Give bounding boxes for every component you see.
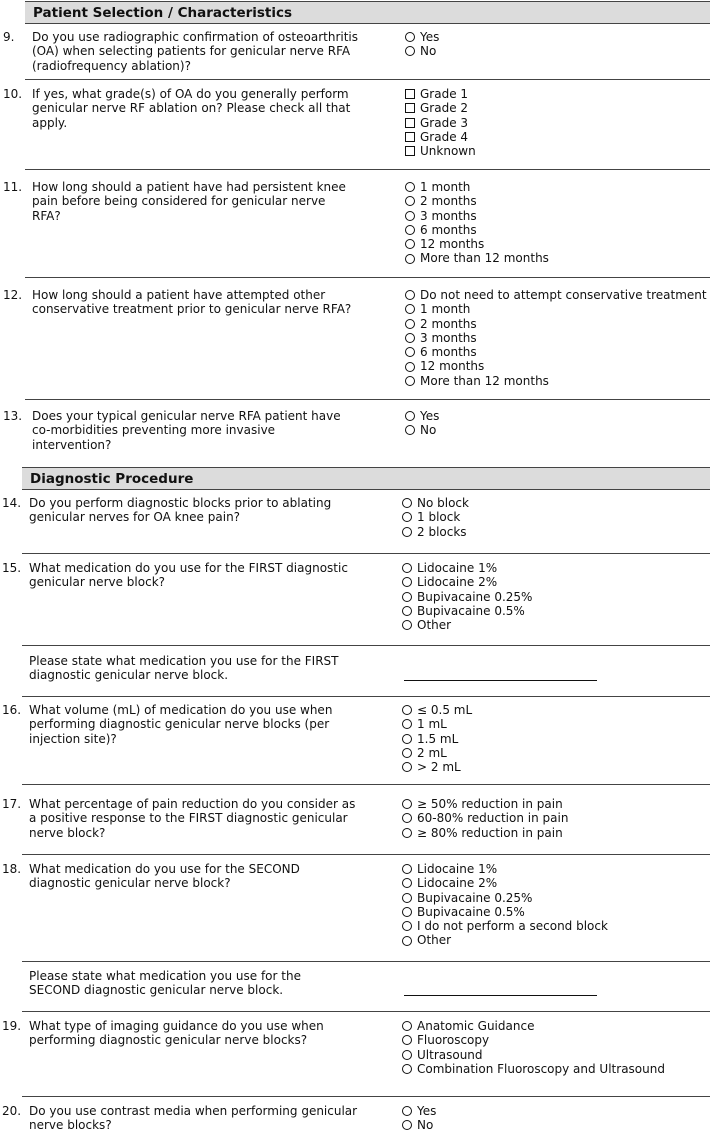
radio-option[interactable] xyxy=(402,891,608,905)
radio-option[interactable] xyxy=(405,237,549,251)
radio-option[interactable] xyxy=(405,302,707,316)
radio-button-icon[interactable] xyxy=(402,828,412,838)
radio-button-icon[interactable] xyxy=(402,878,412,888)
radio-button-icon[interactable] xyxy=(402,512,412,522)
option-label: 2 blocks xyxy=(417,524,467,539)
radio-option[interactable] xyxy=(402,604,532,618)
option-label: Fluoroscopy xyxy=(417,1033,490,1048)
radio-button-icon[interactable] xyxy=(402,1035,412,1045)
checkbox-option[interactable] xyxy=(405,144,476,158)
radio-option[interactable] xyxy=(402,496,469,510)
question-11 xyxy=(3,180,710,278)
radio-option[interactable] xyxy=(402,760,472,774)
option-label: 1 month xyxy=(420,180,471,194)
radio-option[interactable] xyxy=(402,826,568,840)
option-label: Lidocaine 2% xyxy=(417,876,498,891)
radio-button-icon[interactable] xyxy=(405,196,415,206)
question-9 xyxy=(3,30,710,80)
radio-button-icon[interactable] xyxy=(405,182,415,192)
radio-option[interactable] xyxy=(405,180,549,194)
option-label: Grade 4 xyxy=(420,129,469,144)
option-label: No block xyxy=(417,496,469,510)
question-text: Do you perform diagnostic blocks prior to ablating genicular nerves for OA knee pain? xyxy=(29,496,332,525)
radio-button-icon[interactable] xyxy=(405,333,415,343)
radio-button-icon[interactable] xyxy=(402,1120,412,1130)
radio-option[interactable] xyxy=(405,374,707,388)
question-16 xyxy=(2,703,710,785)
radio-option[interactable] xyxy=(402,933,608,947)
radio-group xyxy=(402,496,469,539)
option-label: Other xyxy=(417,933,452,948)
question-text: How long should a patient have attempted other conservative treatment prior to genicular nerve RFA? xyxy=(32,288,352,317)
option-label: Yes xyxy=(420,30,440,44)
question-number: 16. xyxy=(2,703,22,717)
radio-button-icon[interactable] xyxy=(402,921,412,931)
radio-button-icon[interactable] xyxy=(402,577,412,587)
option-label: Bupivacaine 0.5% xyxy=(417,603,525,618)
radio-button-icon[interactable] xyxy=(402,864,412,874)
radio-button-icon[interactable] xyxy=(405,425,415,435)
radio-group xyxy=(405,409,439,438)
radio-option[interactable] xyxy=(402,525,469,539)
radio-button-icon[interactable] xyxy=(402,762,412,772)
checkbox-icon[interactable] xyxy=(405,146,415,156)
checkbox-icon[interactable] xyxy=(405,103,415,113)
option-label: 6 months xyxy=(420,222,477,237)
section-title: Diagnostic Procedure xyxy=(30,471,194,487)
radio-option[interactable] xyxy=(402,1019,665,1033)
radio-button-icon[interactable] xyxy=(402,563,412,573)
option-label: More than 12 months xyxy=(420,373,549,388)
radio-button-icon[interactable] xyxy=(405,46,415,56)
radio-option[interactable] xyxy=(405,409,439,423)
radio-group xyxy=(402,797,568,840)
radio-option[interactable] xyxy=(402,732,472,746)
radio-option[interactable] xyxy=(402,1118,436,1132)
question-19 xyxy=(2,1019,710,1097)
radio-button-icon[interactable] xyxy=(405,347,415,357)
option-label: Yes xyxy=(417,1104,437,1118)
section-header-diagnostic-procedure xyxy=(22,467,710,490)
question-number: 11. xyxy=(3,180,23,194)
radio-button-icon[interactable] xyxy=(402,734,412,744)
question-text: What volume (mL) of medication do you use when performing diagnostic genicular nerve blocks (per injection site)? xyxy=(29,703,333,746)
question-text: Please state what medication you use for the FIRST diagnostic genicular nerve block. xyxy=(29,654,339,683)
radio-button-icon[interactable] xyxy=(402,799,412,809)
radio-button-icon[interactable] xyxy=(405,376,415,386)
radio-option[interactable] xyxy=(402,561,532,575)
radio-option[interactable] xyxy=(402,510,469,524)
radio-button-icon[interactable] xyxy=(402,592,412,602)
question-17 xyxy=(2,797,710,855)
radio-option[interactable] xyxy=(402,1048,665,1062)
checkbox-icon[interactable] xyxy=(405,89,415,99)
radio-option[interactable] xyxy=(405,251,549,265)
option-label: Bupivacaine 0.5% xyxy=(417,904,525,919)
radio-option[interactable] xyxy=(402,797,568,811)
option-label: Unknown xyxy=(420,144,476,159)
option-label: Lidocaine 2% xyxy=(417,575,498,590)
radio-button-icon[interactable] xyxy=(402,705,412,715)
option-label: No xyxy=(417,1118,434,1133)
text-answer-line[interactable] xyxy=(404,995,597,996)
option-label: 3 months xyxy=(420,208,477,223)
radio-option[interactable] xyxy=(402,876,608,890)
radio-option[interactable] xyxy=(402,703,472,717)
section-title: Patient Selection / Characteristics xyxy=(33,5,293,21)
radio-button-icon[interactable] xyxy=(402,620,412,630)
section-header-patient-selection xyxy=(25,1,710,24)
question-20 xyxy=(2,1104,710,1133)
question-text: How long should a patient have had persistent knee pain before being considered for genicular nerve RFA? xyxy=(32,180,346,223)
text-answer-line[interactable] xyxy=(404,680,597,681)
radio-option[interactable] xyxy=(405,345,707,359)
question-number: 20. xyxy=(2,1104,22,1118)
radio-button-icon[interactable] xyxy=(402,1106,412,1116)
option-label: 3 months xyxy=(420,330,477,345)
question-text: Please state what medication you use for the SECOND diagnostic genicular nerve block. xyxy=(29,969,301,998)
option-label: Do not need to attempt conservative treatment xyxy=(420,288,707,302)
question-text: What medication do you use for the FIRST diagnostic genicular nerve block? xyxy=(29,561,348,590)
option-label: Grade 2 xyxy=(420,101,469,116)
radio-button-icon[interactable] xyxy=(405,239,415,249)
radio-group xyxy=(402,703,472,774)
radio-button-icon[interactable] xyxy=(402,1021,412,1031)
checkbox-option[interactable] xyxy=(405,116,476,130)
radio-option[interactable] xyxy=(402,618,532,632)
question-number: 12. xyxy=(3,288,23,302)
radio-group xyxy=(405,30,439,59)
option-label: More than 12 months xyxy=(420,251,549,266)
radio-option[interactable] xyxy=(402,1033,665,1047)
question-text: If yes, what grade(s) of OA do you generally perform genicular nerve RF ablation on? Please check all that apply. xyxy=(32,87,351,130)
radio-button-icon[interactable] xyxy=(405,211,415,221)
option-label: > 2 mL xyxy=(417,760,461,775)
question-number: 18. xyxy=(2,862,22,876)
checkbox-option[interactable] xyxy=(405,101,476,115)
option-label: Grade 3 xyxy=(420,115,469,130)
checkbox-option[interactable] xyxy=(405,87,476,101)
radio-button-icon[interactable] xyxy=(402,1050,412,1060)
radio-group xyxy=(402,561,532,632)
question-12 xyxy=(3,288,710,400)
question-13 xyxy=(3,409,710,461)
option-label: 2 months xyxy=(420,316,477,331)
radio-button-icon[interactable] xyxy=(402,527,412,537)
radio-group xyxy=(405,180,549,266)
radio-option[interactable] xyxy=(402,862,608,876)
option-label: No xyxy=(420,423,437,438)
question-text: What medication do you use for the SECOND diagnostic genicular nerve block? xyxy=(29,862,300,891)
question-18-followup xyxy=(22,969,710,1012)
radio-button-icon[interactable] xyxy=(402,498,412,508)
option-label: 1 mL xyxy=(417,717,447,732)
radio-option[interactable] xyxy=(405,317,707,331)
radio-option[interactable] xyxy=(405,288,707,302)
option-label: Bupivacaine 0.25% xyxy=(417,890,533,905)
checkbox-icon[interactable] xyxy=(405,132,415,142)
question-number: 19. xyxy=(2,1019,22,1033)
option-label: Ultrasound xyxy=(417,1047,483,1062)
option-label: Anatomic Guidance xyxy=(417,1019,535,1033)
radio-button-icon[interactable] xyxy=(402,813,412,823)
option-label: Lidocaine 1% xyxy=(417,862,498,876)
option-label: ≤ 0.5 mL xyxy=(417,703,473,717)
radio-option[interactable] xyxy=(405,423,439,437)
radio-button-icon[interactable] xyxy=(402,719,412,729)
radio-option[interactable] xyxy=(402,746,472,760)
question-number: 9. xyxy=(3,30,15,44)
question-15-followup xyxy=(22,654,710,697)
checkbox-option[interactable] xyxy=(405,130,476,144)
radio-option[interactable] xyxy=(405,30,439,44)
option-label: Lidocaine 1% xyxy=(417,561,498,575)
question-number: 14. xyxy=(2,496,22,510)
option-label: ≥ 80% reduction in pain xyxy=(417,825,563,840)
radio-option[interactable] xyxy=(402,905,608,919)
question-18 xyxy=(2,862,710,962)
option-label: Yes xyxy=(420,409,440,423)
radio-option[interactable] xyxy=(402,575,532,589)
radio-group xyxy=(402,862,608,948)
option-label: 1.5 mL xyxy=(417,731,459,746)
question-text: Do you use radiographic confirmation of osteoarthritis (OA) when selecting patients for genicular nerve RFA (radiofrequency ablation)? xyxy=(32,30,358,73)
radio-option[interactable] xyxy=(402,1104,436,1118)
option-label: I do not perform a second block xyxy=(417,919,608,934)
radio-option[interactable] xyxy=(405,331,707,345)
radio-group xyxy=(402,1104,436,1133)
option-label: Bupivacaine 0.25% xyxy=(417,589,533,604)
option-label: 1 block xyxy=(417,510,461,525)
question-text: What percentage of pain reduction do you consider as a positive response to the FIRST diagnostic genicular nerve block? xyxy=(29,797,356,840)
option-label: No xyxy=(420,44,437,59)
checkbox-icon[interactable] xyxy=(405,118,415,128)
radio-option[interactable] xyxy=(405,209,549,223)
checkbox-group xyxy=(405,87,476,158)
radio-button-icon[interactable] xyxy=(402,907,412,917)
option-label: Combination Fluoroscopy and Ultrasound xyxy=(417,1061,665,1076)
question-text: What type of imaging guidance do you use when performing diagnostic genicular nerve blocks? xyxy=(29,1019,324,1048)
option-label: 2 months xyxy=(420,194,477,209)
radio-button-icon[interactable] xyxy=(405,225,415,235)
radio-option[interactable] xyxy=(405,44,439,58)
radio-button-icon[interactable] xyxy=(405,304,415,314)
question-text: Do you use contrast media when performing genicular nerve blocks? xyxy=(29,1104,358,1133)
question-number: 10. xyxy=(3,87,23,101)
question-10 xyxy=(3,87,710,170)
radio-button-icon[interactable] xyxy=(405,254,415,264)
question-15 xyxy=(2,561,710,646)
option-label: Grade 1 xyxy=(420,87,469,101)
radio-option[interactable] xyxy=(405,194,549,208)
radio-button-icon[interactable] xyxy=(402,606,412,616)
option-label: ≥ 50% reduction in pain xyxy=(417,797,563,811)
question-number: 17. xyxy=(2,797,22,811)
option-label: 12 months xyxy=(420,359,485,374)
option-label: 60-80% reduction in pain xyxy=(417,811,569,826)
radio-option[interactable] xyxy=(402,811,568,825)
radio-button-icon[interactable] xyxy=(405,32,415,42)
radio-button-icon[interactable] xyxy=(402,748,412,758)
option-label: 12 months xyxy=(420,237,485,252)
question-text: Does your typical genicular nerve RFA patient have co-morbidities preventing more invasive intervention? xyxy=(32,409,341,452)
question-number: 15. xyxy=(2,561,22,575)
radio-option[interactable] xyxy=(402,1062,665,1076)
radio-option[interactable] xyxy=(405,359,707,373)
radio-option[interactable] xyxy=(402,590,532,604)
radio-button-icon[interactable] xyxy=(405,319,415,329)
radio-button-icon[interactable] xyxy=(402,893,412,903)
radio-option[interactable] xyxy=(405,223,549,237)
option-label: 2 mL xyxy=(417,745,447,760)
radio-button-icon[interactable] xyxy=(402,936,412,946)
radio-option[interactable] xyxy=(402,919,608,933)
question-14 xyxy=(2,496,710,554)
radio-button-icon[interactable] xyxy=(405,411,415,421)
question-number: 13. xyxy=(3,409,23,423)
option-label: 6 months xyxy=(420,345,477,360)
radio-option[interactable] xyxy=(402,717,472,731)
option-label: 1 month xyxy=(420,302,471,317)
option-label: Other xyxy=(417,618,452,633)
radio-button-icon[interactable] xyxy=(405,290,415,300)
radio-button-icon[interactable] xyxy=(405,362,415,372)
radio-button-icon[interactable] xyxy=(402,1064,412,1074)
radio-group xyxy=(405,288,707,388)
radio-group xyxy=(402,1019,665,1076)
